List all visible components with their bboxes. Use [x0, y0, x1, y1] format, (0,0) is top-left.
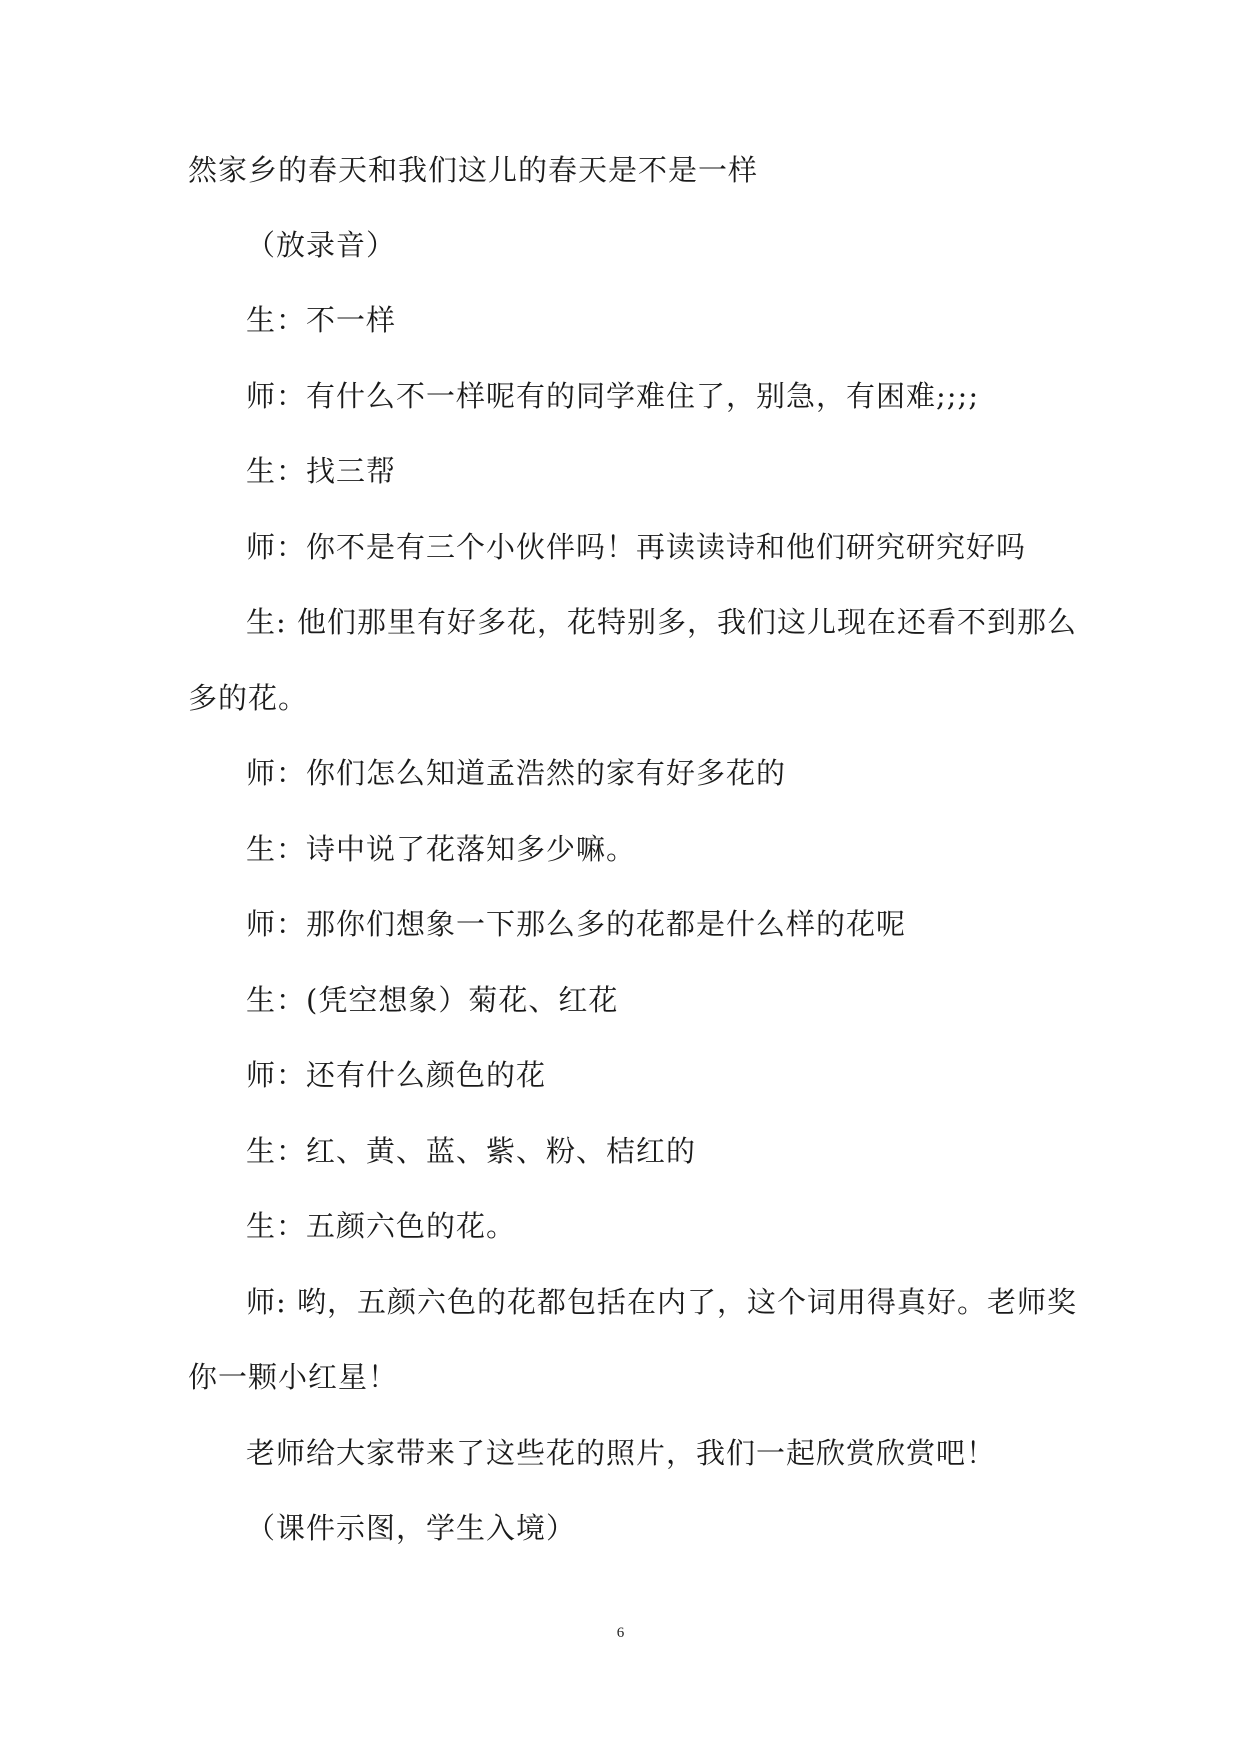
text-line: 生: 他们那里有好多花，花特别多，我们这儿现在还看不到那么: [246, 605, 1077, 639]
text-line: 师: 哟，五颜六色的花都包括在内了，这个词用得真好。老师奖: [246, 1285, 1077, 1319]
text-line: 生：不一样: [246, 303, 397, 337]
text-line: 师：你们怎么知道孟浩然的家有好多花的: [246, 756, 787, 790]
page-number: 6: [616, 1625, 625, 1641]
text-line: 生：找三帮: [246, 454, 397, 488]
text-line: 多的花。: [188, 681, 309, 715]
text-line: 生：红、黄、蓝、紫、粉、桔红的: [246, 1134, 697, 1168]
text-line: 师：那你们想象一下那么多的花都是什么样的花呢: [246, 907, 907, 941]
text-line: 师：还有什么颜色的花: [246, 1058, 547, 1092]
text-line: 然家乡的春天和我们这儿的春天是不是一样: [188, 153, 759, 187]
text-line: （课件示图，学生入境）: [246, 1511, 577, 1545]
text-line: 生：五颜六色的花。: [246, 1209, 517, 1243]
text-line: 你一颗小红星！: [188, 1360, 399, 1394]
text-line: 生：诗中说了花落知多少嘛。: [246, 832, 637, 866]
text-line: 生：(凭空想象）菊花、红花: [246, 983, 619, 1017]
text-line: 老师给大家带来了这些花的照片，我们一起欣赏欣赏吧！: [246, 1436, 997, 1470]
text-line: 师：有什么不一样呢有的同学难住了，别急，有困难;;;;: [246, 379, 980, 413]
text-line: 师：你不是有三个小伙伴吗！再读读诗和他们研究研究好吗: [246, 530, 1027, 564]
text-line: （放录音）: [246, 228, 397, 262]
